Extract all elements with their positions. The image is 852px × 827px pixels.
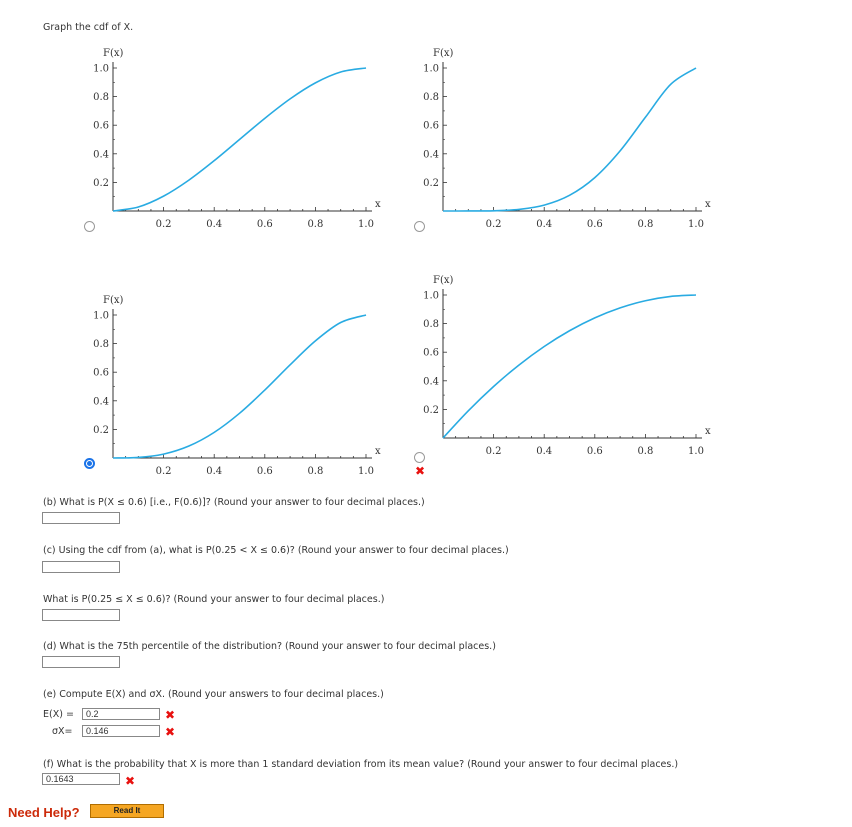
answer-c-input[interactable] — [42, 561, 120, 573]
x-axis-label: x — [705, 426, 711, 437]
question-e-text: (e) Compute E(X) and σX. (Round your answers to four decimal places.) — [43, 689, 384, 700]
answer-c2-input[interactable] — [42, 609, 120, 621]
y-tick-label: 0.2 — [423, 404, 439, 416]
y-tick-label: 0.6 — [93, 367, 109, 379]
x-tick-label: 0.6 — [256, 466, 273, 475]
y-tick-label: 0.8 — [423, 92, 439, 104]
y-axis-label: F(x) — [103, 48, 124, 59]
radio-option-b[interactable] — [414, 221, 425, 232]
x-axis-label: x — [375, 446, 381, 457]
sx-label: σX= — [52, 726, 73, 737]
y-axis-label: F(x) — [103, 295, 124, 306]
ex-input[interactable]: 0.2 — [82, 708, 160, 720]
radio-option-a[interactable] — [84, 221, 95, 232]
need-help-label: Need Help? — [8, 805, 80, 820]
y-tick-label: 0.8 — [93, 92, 109, 104]
radio-option-c[interactable] — [84, 458, 95, 469]
x-tick-label: 0.8 — [307, 466, 324, 475]
x-tick-label: 0.8 — [637, 446, 654, 457]
radio-option-d[interactable] — [414, 452, 425, 463]
x-tick-label: 0.2 — [485, 446, 502, 457]
question-f-text: (f) What is the probability that X is more than 1 standard deviation from its mean value? (Round your answer to four decimal places.) — [43, 759, 679, 770]
x-tick-label: 0.2 — [155, 466, 172, 475]
y-tick-label: 0.2 — [93, 424, 109, 436]
wrong-mark-icon: ✖ — [125, 774, 136, 788]
question-b-text: (b) What is P(X ≤ 0.6) [i.e., F(0.6)]? (Round your answer to four decimal places.) — [43, 497, 425, 508]
x-tick-label: 0.2 — [155, 219, 172, 230]
y-tick-label: 0.6 — [93, 120, 109, 132]
x-axis-label: x — [375, 199, 381, 210]
y-tick-label: 1.0 — [93, 63, 109, 75]
x-tick-label: 0.4 — [536, 446, 553, 457]
sx-input[interactable]: 0.146 — [82, 725, 160, 737]
y-axis-label: F(x) — [433, 275, 454, 286]
prompt-text: Graph the cdf of X. — [43, 22, 134, 33]
ex-label: E(X) = — [43, 709, 74, 720]
y-tick-label: 1.0 — [423, 63, 439, 75]
x-tick-label: 0.6 — [256, 219, 273, 230]
y-tick-label: 0.4 — [423, 149, 439, 161]
x-tick-label: 1.0 — [358, 466, 374, 475]
x-axis-label: x — [705, 199, 711, 210]
x-tick-label: 1.0 — [358, 219, 374, 230]
read-it-button[interactable]: Read It — [90, 804, 164, 818]
answer-b-input[interactable] — [42, 512, 120, 524]
x-tick-label: 0.4 — [536, 219, 553, 230]
x-tick-label: 0.6 — [586, 446, 603, 457]
y-axis-label: F(x) — [433, 48, 454, 59]
y-tick-label: 0.8 — [93, 339, 109, 351]
cdf-graph-option-b — [410, 38, 720, 238]
answer-d-input[interactable] — [42, 656, 120, 668]
y-tick-label: 0.6 — [423, 120, 439, 132]
x-tick-label: 0.8 — [307, 219, 324, 230]
question-d-text: (d) What is the 75th percentile of the distribution? (Round your answer to four decimal places.) — [43, 641, 496, 652]
wrong-mark-icon: ✖ — [415, 464, 426, 478]
y-tick-label: 0.4 — [93, 396, 109, 408]
question-c-text: (c) Using the cdf from (a), what is P(0.25 < X ≤ 0.6)? (Round your answer to four decimal places.) — [43, 545, 509, 556]
wrong-mark-icon: ✖ — [165, 725, 176, 739]
question-c2-text: What is P(0.25 ≤ X ≤ 0.6)? (Round your answer to four decimal places.) — [43, 594, 385, 605]
x-tick-label: 0.2 — [485, 219, 502, 230]
cdf-curve — [443, 68, 696, 211]
cdf-graph-option-a — [80, 38, 390, 238]
x-tick-label: 0.8 — [637, 219, 654, 230]
y-tick-label: 0.4 — [423, 376, 439, 388]
cdf-graph-option-d — [410, 265, 720, 465]
y-tick-label: 1.0 — [423, 290, 439, 302]
y-tick-label: 0.2 — [93, 177, 109, 189]
x-tick-label: 0.4 — [206, 219, 223, 230]
x-tick-label: 0.4 — [206, 466, 223, 475]
wrong-mark-icon: ✖ — [165, 708, 176, 722]
y-tick-label: 0.2 — [423, 177, 439, 189]
y-tick-label: 1.0 — [93, 310, 109, 322]
x-tick-label: 1.0 — [688, 446, 704, 457]
y-tick-label: 0.8 — [423, 319, 439, 331]
y-tick-label: 0.6 — [423, 347, 439, 359]
y-tick-label: 0.4 — [93, 149, 109, 161]
cdf-graph-option-c — [80, 275, 390, 475]
x-tick-label: 0.6 — [586, 219, 603, 230]
cdf-curve — [113, 68, 366, 211]
x-tick-label: 1.0 — [688, 219, 704, 230]
cdf-curve — [113, 315, 366, 458]
cdf-curve — [443, 295, 696, 438]
answer-f-input[interactable]: 0.1643 — [42, 773, 120, 785]
